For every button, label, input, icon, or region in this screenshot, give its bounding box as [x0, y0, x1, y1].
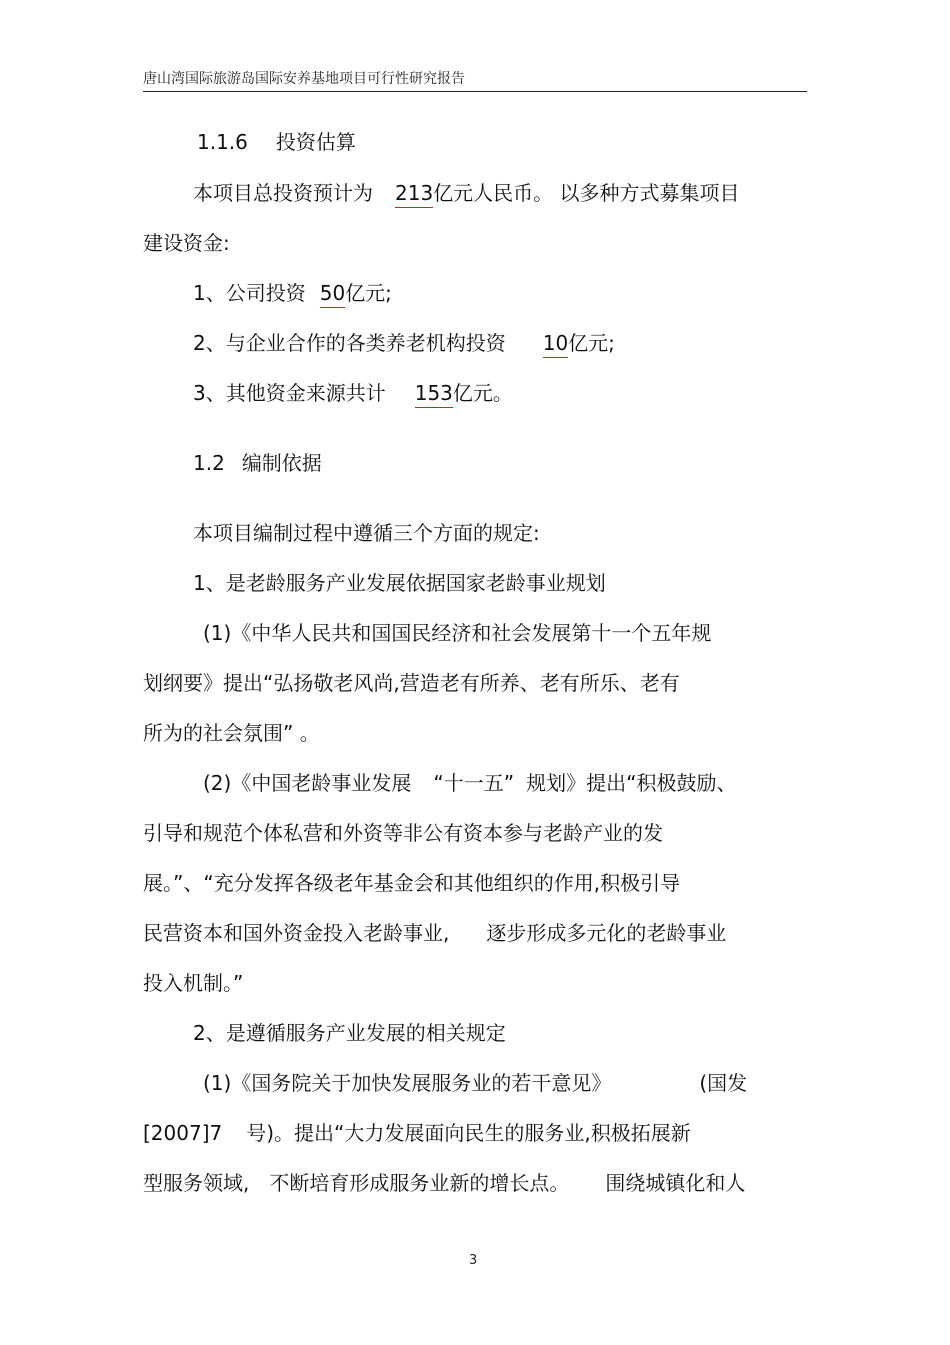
paragraph-line: 投入机制。”	[143, 971, 244, 995]
text: (国发	[699, 1071, 748, 1095]
running-header: 唐山湾国际旅游岛国际安养基地项目可行性研究报告	[143, 71, 465, 87]
text: 亿元人民币。 以多种方式募集项目	[433, 181, 740, 205]
section-heading-1-1-6	[197, 130, 356, 154]
text: “十一五”	[433, 771, 515, 795]
text: 民营资本和国外资金投入老龄事业,	[143, 921, 450, 945]
text: 亿元。	[452, 381, 513, 405]
text: 规划》提出“积极鼓励、	[526, 771, 737, 795]
section-number: 1.2	[193, 451, 225, 475]
paragraph-line: 本项目编制过程中遵循三个方面的规定:	[193, 521, 540, 545]
paragraph-line: 引导和规范个体私营和外资等非公有资本参与老龄产业的发	[143, 821, 663, 845]
text: 亿元;	[568, 331, 615, 355]
paragraph-line: (1)《中华人民共和国国民经济和社会发展第十一个五年规	[203, 621, 712, 645]
company-investment-value: 50	[319, 281, 346, 305]
text: (1)《国务院关于加快发展服务业的若干意见》	[203, 1071, 612, 1095]
text: [2007]7	[143, 1121, 223, 1145]
paragraph-line: 建设资金:	[143, 231, 230, 255]
other-funds-value: 153	[414, 381, 453, 405]
text: 号)。提出“大力发展面向民生的服务业,积极拓展新	[246, 1121, 691, 1145]
paragraph-line: 展。”、“充分发挥各级老年基金会和其他组织的作用,积极引导	[143, 871, 681, 895]
text: (2)《中国老龄事业发展	[203, 771, 412, 795]
paragraph-total-investment	[193, 181, 740, 205]
paragraph-line	[143, 921, 726, 945]
paragraph-line	[203, 1071, 747, 1095]
list-item-other-funds	[193, 381, 513, 405]
paragraph-line	[203, 771, 736, 795]
text: 3、其他资金来源共计	[193, 381, 386, 405]
text: 1、公司投资	[193, 281, 306, 305]
text: 2、与企业合作的各类养老机构投资	[193, 331, 506, 355]
section-heading-1-2	[193, 451, 322, 475]
text: 本项目总投资预计为	[193, 181, 373, 205]
section-title: 编制依据	[241, 451, 322, 475]
list-heading-2: 2、是遵循服务产业发展的相关规定	[193, 1021, 506, 1045]
list-heading-1: 1、是老龄服务产业发展依据国家老龄事业规划	[193, 571, 606, 595]
text: 型服务领域,	[143, 1171, 250, 1195]
paragraph-line: 划纲要》提出“弘扬敬老风尚,营造老有所养、老有所乐、老有	[143, 671, 680, 695]
page-number: 3	[469, 1253, 478, 1268]
list-item-company-investment	[193, 281, 392, 305]
paragraph-line	[143, 1171, 745, 1195]
text: 逐步形成多元化的老龄事业	[486, 921, 727, 945]
text: 亿元;	[345, 281, 392, 305]
list-item-partner-investment	[193, 331, 615, 355]
text: 不断培育形成服务业新的增长点。	[269, 1171, 570, 1195]
section-number: 1.1.6	[197, 130, 248, 154]
text: 围绕城镇化和人	[605, 1171, 746, 1195]
partner-investment-value: 10	[542, 331, 569, 355]
total-investment-value: 213	[395, 181, 434, 205]
paragraph-line	[143, 1121, 691, 1145]
paragraph-line: 所为的社会氛围” 。	[143, 721, 320, 745]
header-rule	[143, 91, 807, 92]
section-title: 投资估算	[275, 130, 356, 154]
